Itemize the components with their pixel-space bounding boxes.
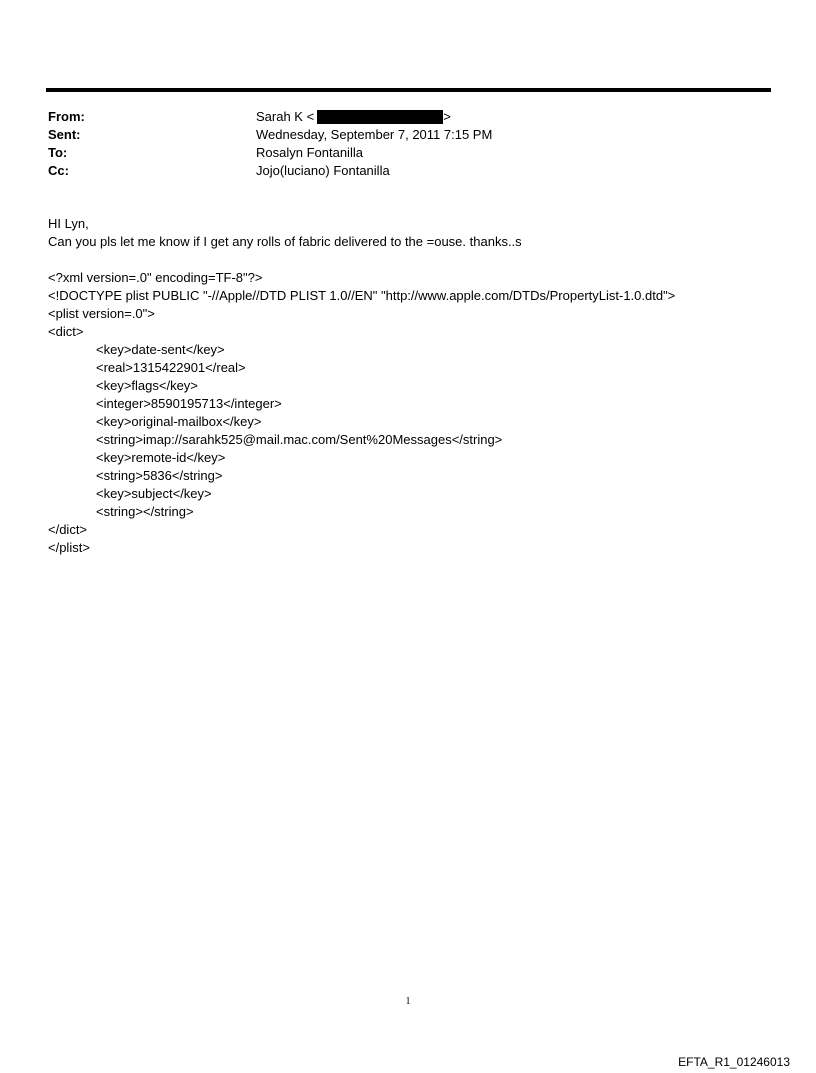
plist-entry: <string>5836</string> [96,468,223,483]
cc-label: Cc: [48,163,69,178]
from-close-bracket: > [443,109,451,124]
plist-entry: <string></string> [96,504,194,519]
plist-entry: <string>imap://sarahk525@mail.mac.com/Sent%20Messages</string> [96,432,503,447]
sent-value: Wednesday, September 7, 2011 7:15 PM [256,127,493,142]
cc-value: Jojo(luciano) Fontanilla [256,163,390,178]
sent-label: Sent: [48,127,81,142]
plist-entry: <key>date-sent</key> [96,342,225,357]
to-value: Rosalyn Fontanilla [256,145,363,160]
cc-row [48,162,492,180]
plist-entry: <key>original-mailbox</key> [96,414,262,429]
message-text: Can you pls let me know if I get any rolls of fabric delivered to the =ouse. thanks..s [48,234,522,249]
email-header [48,108,492,180]
plist-entry: <key>remote-id</key> [96,450,226,465]
greeting: HI Lyn, [48,216,89,231]
redaction-box [317,110,443,124]
header-rule [46,88,771,92]
to-row [48,144,492,162]
dict-close-tag: </dict> [48,522,88,537]
from-value [256,108,451,126]
to-label: To: [48,145,68,160]
from-name: Sarah K < [256,109,315,124]
plist-entry: <key>flags</key> [96,378,198,393]
from-row [48,108,492,126]
from-label: From: [48,109,85,124]
dict-open-tag: <dict> [48,324,84,339]
plist-entry: <key>subject</key> [96,486,212,501]
sent-row [48,126,492,144]
plist-close-tag: </plist> [48,540,90,555]
plist-entry: <integer>8590195713</integer> [96,396,282,411]
spacer [48,251,675,269]
plist-open-tag: <plist version=.0"> [48,306,155,321]
page-number: 1 [405,996,411,1007]
bates-number: EFTA_R1_01246013 [678,1055,790,1069]
doctype-line: <!DOCTYPE plist PUBLIC "-//Apple//DTD PLIST 1.0//EN" "http://www.apple.com/DTDs/PropertyList-1.0.dtd"> [48,288,676,303]
xml-declaration: <?xml version=.0" encoding=TF-8"?> [48,270,263,285]
email-body [48,215,675,557]
plist-entry: <real>1315422901</real> [96,360,246,375]
